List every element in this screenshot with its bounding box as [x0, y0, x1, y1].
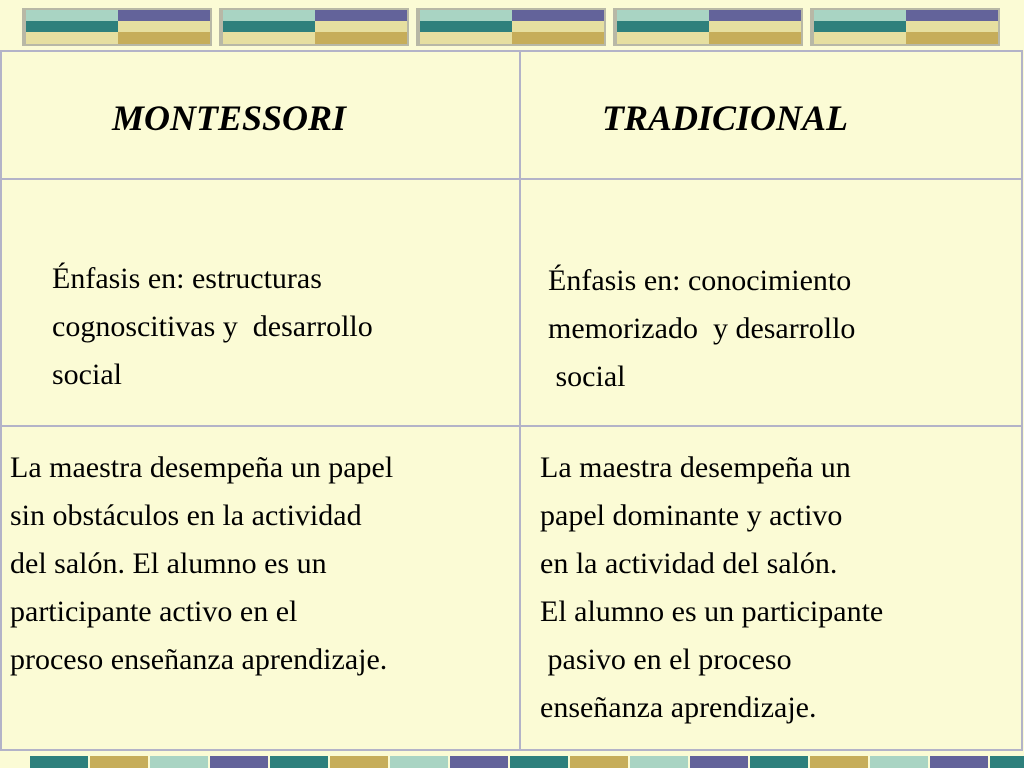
band-tile-cream2-3 [617, 32, 709, 44]
band-tile-cream2-2 [420, 32, 512, 44]
bottom-band-seg-10 [630, 756, 688, 768]
band-tile-gold-1 [315, 32, 407, 44]
bottom-band-seg-0 [30, 756, 88, 768]
bottom-band-seg-13 [810, 756, 868, 768]
band-tile-teal-2 [420, 21, 512, 32]
bottom-band-seg-15 [930, 756, 988, 768]
band-tile-teal-0 [26, 21, 118, 32]
band-tile-cream2-0 [26, 32, 118, 44]
band-tile-cream-2 [512, 21, 604, 32]
bottom-band-seg-8 [510, 756, 568, 768]
band-tile-cream2-4 [814, 32, 906, 44]
cell-tradicional-enfasis: Énfasis en: conocimiento memorizado y desarrollo social [548, 264, 856, 393]
bottom-band-seg-12 [750, 756, 808, 768]
row-divider-2 [0, 425, 1023, 427]
bottom-band-seg-1 [90, 756, 148, 768]
table-border-bottom [0, 749, 1023, 751]
header-montessori: MONTESSORI [112, 98, 347, 138]
bottom-band-seg-14 [870, 756, 928, 768]
band-tile-gold-0 [118, 32, 210, 44]
bottom-band-seg-5 [330, 756, 388, 768]
band-tile-cream-3 [709, 21, 801, 32]
band-tile-gold-2 [512, 32, 604, 44]
band-tile-mint-3 [617, 10, 709, 21]
band-tile-mint-0 [26, 10, 118, 21]
band-tile-cream-0 [118, 21, 210, 32]
band-tile-cream-4 [906, 21, 998, 32]
band-tile-navy-2 [512, 10, 604, 21]
band-tile-cream2-1 [223, 32, 315, 44]
bottom-band-seg-16 [990, 756, 1024, 768]
bottom-band-seg-2 [150, 756, 208, 768]
bottom-band-seg-3 [210, 756, 268, 768]
cell-montessori-roles: La maestra desempeña un papel sin obstáculos en la actividad del salón. El alumno es un participante activo en el proceso enseñanza aprendizaje. [10, 451, 394, 676]
band-tile-teal-3 [617, 21, 709, 32]
band-tile-navy-4 [906, 10, 998, 21]
band-tile-navy-0 [118, 10, 210, 21]
bottom-band-seg-9 [570, 756, 628, 768]
header-tradicional: TRADICIONAL [602, 98, 849, 138]
bottom-decorative-band [0, 752, 1024, 768]
bottom-band-seg-11 [690, 756, 748, 768]
cell-montessori-enfasis: Énfasis en: estructuras cognoscitivas y desarrollo social [52, 262, 373, 391]
bottom-band-seg-6 [390, 756, 448, 768]
bottom-band-seg-4 [270, 756, 328, 768]
band-tile-teal-1 [223, 21, 315, 32]
row-divider-1 [0, 178, 1023, 180]
band-tile-teal-4 [814, 21, 906, 32]
table-border-top [0, 50, 1023, 52]
band-tile-cream-1 [315, 21, 407, 32]
cell-tradicional-roles: La maestra desempeña un papel dominante y activo en la actividad del salón. El alumno es un participante pasivo en el proceso enseñanza aprendizaje. [540, 451, 884, 724]
band-tile-navy-3 [709, 10, 801, 21]
band-tile-mint-4 [814, 10, 906, 21]
column-divider [519, 50, 521, 751]
band-tile-navy-1 [315, 10, 407, 21]
band-tile-mint-2 [420, 10, 512, 21]
band-tile-mint-1 [223, 10, 315, 21]
band-tile-gold-3 [709, 32, 801, 44]
top-decorative-band [0, 0, 1024, 52]
table-border-right [1021, 50, 1023, 751]
band-tile-gold-4 [906, 32, 998, 44]
bottom-band-seg-7 [450, 756, 508, 768]
table-border-left [0, 50, 2, 751]
